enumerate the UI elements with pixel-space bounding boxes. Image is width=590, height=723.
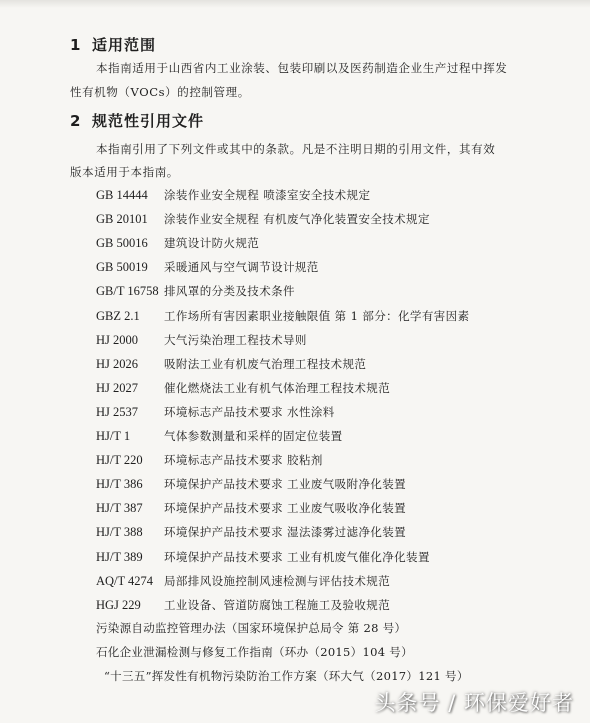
section-2-heading [70, 110, 204, 131]
reference-title: 建筑设计防火规范 [164, 236, 260, 250]
reference-item [96, 307, 469, 325]
reference-code: HJ 2026 [96, 357, 139, 371]
reference-title: 环境保护产品技术要求 湿法漆雾过滤净化装置 [164, 525, 407, 539]
reference-item [96, 355, 366, 373]
reference-item [96, 258, 319, 276]
watermark: 头条号 / 环保爱好者 [374, 691, 574, 715]
reference-title: 采暖通风与空气调节设计规范 [164, 260, 319, 274]
section-1-title: 适用范围 [92, 36, 157, 54]
reference-code: HJ/T 220 [96, 453, 143, 467]
reference-title: 局部排风设施控制风速检测与评估技术规范 [164, 574, 391, 588]
reference-code: HJ/T 389 [96, 550, 143, 564]
reference-title: 环境保护产品技术要求 工业废气吸收净化装置 [164, 501, 407, 515]
reference-code: GB 20101 [96, 212, 148, 226]
section-2-line-2: 版本适用于本指南。 [70, 165, 179, 179]
reference-code: GB 50019 [96, 260, 148, 274]
reference-title: 大气污染治理工程技术导则 [164, 333, 307, 347]
reference-title: 涂装作业安全规程 有机废气净化装置安全技术规定 [164, 212, 430, 226]
reference-title: 环境标志产品技术要求 胶粘剂 [164, 453, 323, 467]
extra-reference-2: 石化企业泄漏检测与修复工作指南（环办（2015）104 号） [96, 645, 413, 659]
reference-title: 气体参数测量和采样的固定位装置 [164, 429, 343, 443]
reference-code: GB/T 16758 [96, 284, 159, 298]
section-2-number: 2 [70, 112, 82, 130]
reference-title: 环境标志产品技术要求 水性涂料 [164, 405, 335, 419]
reference-item [96, 572, 390, 590]
reference-code: HJ/T 387 [96, 501, 143, 515]
reference-code: HJ/T 388 [96, 525, 143, 539]
reference-title: 环境保护产品技术要求 工业废气吸附净化装置 [164, 477, 407, 491]
reference-title: 涂装作业安全规程 喷漆室安全技术规定 [164, 188, 371, 202]
reference-code: HGJ 229 [96, 598, 141, 612]
reference-code: HJ 2000 [96, 333, 139, 347]
reference-item [96, 210, 430, 228]
section-1-line-2: 性有机物（VOCs）的控制管理。 [70, 85, 250, 99]
reference-code: GB 14444 [96, 188, 148, 202]
reference-item [96, 475, 406, 493]
scan-edge [0, 0, 590, 8]
extra-reference-1: 污染源自动监控管理办法（国家环境保护总局令 第 28 号） [96, 621, 407, 635]
reference-item [96, 379, 390, 397]
reference-code: HJ/T 386 [96, 477, 143, 491]
extra-reference-3: “十三五”挥发性有机物污染防治工作方案（环大气（2017）121 号） [104, 669, 469, 683]
reference-item [96, 499, 406, 517]
reference-item [96, 186, 370, 204]
reference-code: GBZ 2.1 [96, 309, 140, 323]
reference-item [96, 234, 259, 252]
reference-item [96, 523, 406, 541]
reference-code: GB 50016 [96, 236, 148, 250]
reference-code: HJ 2537 [96, 405, 139, 419]
reference-item [96, 282, 295, 300]
section-2-title: 规范性引用文件 [92, 112, 205, 130]
reference-item [96, 331, 307, 349]
reference-title: 吸附法工业有机废气治理工程技术规范 [164, 357, 367, 371]
reference-code: HJ 2027 [96, 381, 139, 395]
reference-title: 工作场所有害因素职业接触限值 第 1 部分：化学有害因素 [164, 309, 470, 323]
reference-item [96, 427, 343, 445]
section-1-heading [70, 34, 156, 55]
reference-code: AQ/T 4274 [96, 574, 154, 588]
section-1-line-1: 本指南适用于山西省内工业涂装、包装印刷以及医药制造企业生产过程中挥发 [96, 61, 508, 75]
reference-title: 催化燃烧法工业有机气体治理工程技术规范 [164, 381, 391, 395]
reference-title: 环境保护产品技术要求 工业有机废气催化净化装置 [164, 550, 430, 564]
section-1-number: 1 [70, 36, 82, 54]
reference-title: 排风罩的分类及技术条件 [164, 284, 295, 298]
reference-item [96, 548, 430, 566]
reference-title: 工业设备、管道防腐蚀工程施工及验收规范 [164, 598, 391, 612]
reference-code: HJ/T 1 [96, 429, 131, 443]
reference-item [96, 596, 390, 614]
section-2-line-1: 本指南引用了下列文件或其中的条款。凡是不注明日期的引用文件，其有效 [96, 142, 496, 156]
reference-item [96, 451, 323, 469]
reference-item [96, 403, 335, 421]
